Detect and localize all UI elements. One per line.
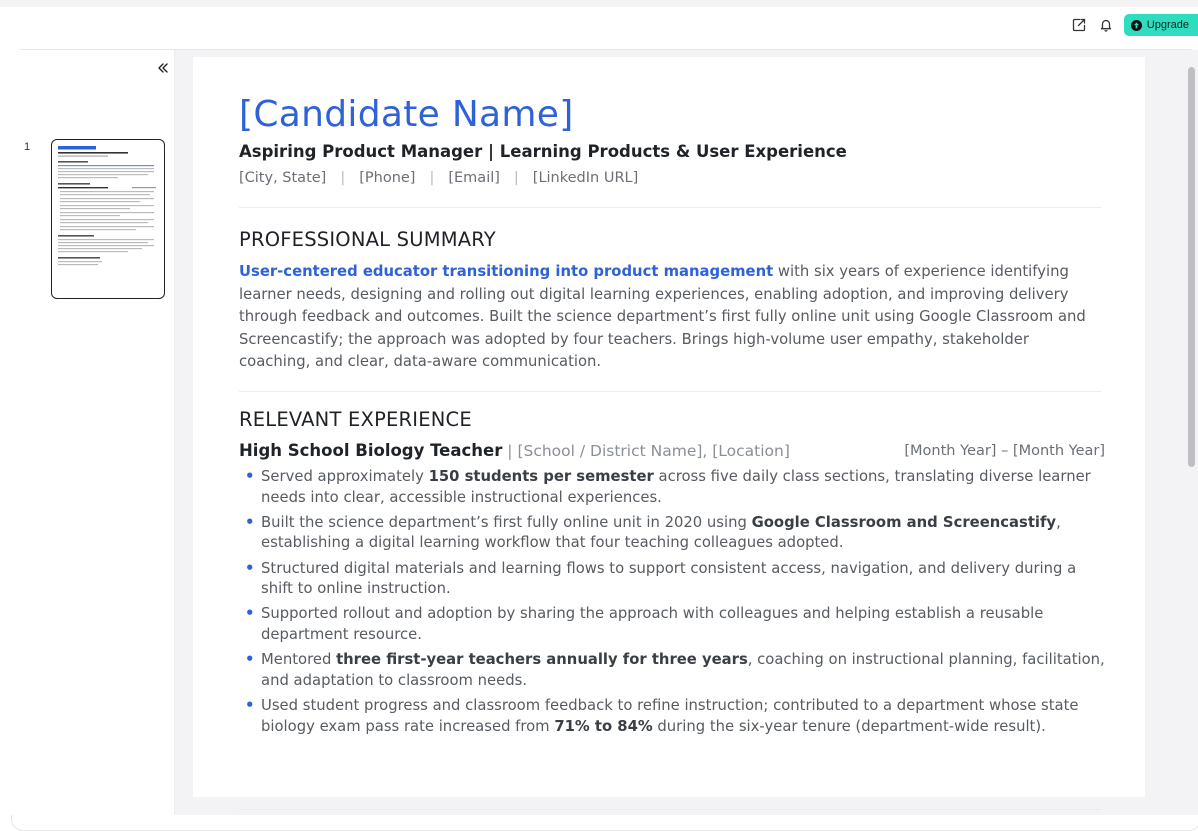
contact-line xyxy=(239,170,638,186)
summary-lead: User-centered educator transitioning into product management xyxy=(239,263,774,280)
bell-icon[interactable] xyxy=(1095,14,1117,36)
page-thumbnail-sidebar xyxy=(11,50,175,815)
summary-text: with six years of experience identifying learner needs, designing and rolling out digital learning experiences, enabling adoption, and improving delivery through feedback and outcomes. Built the science department’s first fully online unit using Google Classroom and Screencastify; the approach was adopted by four teachers. Brings high-volume user empathy, stakeholder coaching, and clear, data-aware communication. xyxy=(239,263,1086,371)
bullet-emphasis: 150 students per semester xyxy=(428,468,654,485)
bullet-text: Mentored xyxy=(261,651,337,669)
upgrade-label: Upgrade xyxy=(1146,19,1189,31)
contact-linkedin: [LinkedIn URL] xyxy=(532,170,639,186)
candidate-name: [Candidate Name] xyxy=(239,94,574,135)
list-item xyxy=(239,696,1105,737)
job-dates: [Month Year] – [Month Year] xyxy=(904,443,1105,459)
bullet-text: across five daily class sections, translating diverse learner needs into clear, accessible instructional experiences. xyxy=(261,468,1091,506)
job-organization: [School / District Name], [Location] xyxy=(517,442,790,460)
resume-headline: Aspiring Product Manager | Learning Products & User Experience xyxy=(239,142,847,161)
contact-separator: | xyxy=(513,170,519,186)
section-divider xyxy=(239,809,1101,810)
contact-phone: [Phone] xyxy=(359,170,416,186)
top-strip xyxy=(0,0,1198,7)
section-divider xyxy=(239,391,1101,392)
contact-email: [Email] xyxy=(448,170,500,186)
bullet-text: Supported rollout and adoption by sharing the approach with colleagues and helping establish a reusable department resource. xyxy=(261,605,1044,643)
bullet-emphasis: Google Classroom and Screencastify xyxy=(751,513,1057,531)
thumbnail-preview xyxy=(52,140,164,298)
list-item xyxy=(239,559,1105,600)
bullet-text: Used student progress and classroom feedback to refine instruction; contributed to a department whose state biology exam pass rate increased from xyxy=(261,696,1079,735)
upgrade-icon xyxy=(1131,20,1142,31)
experience-heading: RELEVANT EXPERIENCE xyxy=(239,408,472,431)
bullet-text: Built the science department’s first fully online unit in 2020 using xyxy=(261,513,752,531)
bullet-emphasis: 71% to 84% xyxy=(554,717,653,735)
contact-city: [City, State] xyxy=(239,170,327,186)
bullet-text: , establishing a digital learning workflow that four teaching colleagues adopted. xyxy=(261,513,1061,552)
summary-paragraph xyxy=(239,261,1105,374)
summary-heading: PROFESSIONAL SUMMARY xyxy=(239,228,496,251)
top-actions xyxy=(1068,14,1198,36)
bullet-text: Served approximately xyxy=(261,468,429,485)
bullet-text: , coaching on instructional planning, facilitation, and adaptation to classroom needs. xyxy=(261,651,1105,689)
viewer-scrollbar[interactable] xyxy=(1188,67,1195,467)
contact-separator: | xyxy=(340,170,346,186)
job-header xyxy=(239,441,1105,460)
section-divider xyxy=(239,207,1101,208)
list-item xyxy=(239,604,1105,645)
upgrade-button[interactable] xyxy=(1124,14,1198,36)
resume-page xyxy=(193,57,1145,797)
page-thumbnail[interactable] xyxy=(51,139,165,299)
list-item xyxy=(239,513,1105,554)
contact-separator: | xyxy=(429,170,435,186)
bullet-text: Structured digital materials and learning flows to support consistent access, navigation, and delivery during a shift to online instruction. xyxy=(261,559,1077,598)
thumbnail-page-number: 1 xyxy=(24,141,31,153)
list-item xyxy=(239,650,1105,691)
experience-bullets xyxy=(239,467,1105,742)
list-item xyxy=(239,467,1105,508)
double-chevron-left-icon[interactable] xyxy=(152,57,174,79)
bullet-emphasis: three first-year teachers annually for three years xyxy=(336,651,748,669)
job-title: High School Biology Teacher xyxy=(239,441,503,460)
document-viewer[interactable] xyxy=(175,50,1198,815)
job-separator: | xyxy=(502,442,518,460)
share-icon[interactable] xyxy=(1068,14,1090,36)
bullet-text: during the six-year tenure (department-wide result). xyxy=(652,717,1046,735)
